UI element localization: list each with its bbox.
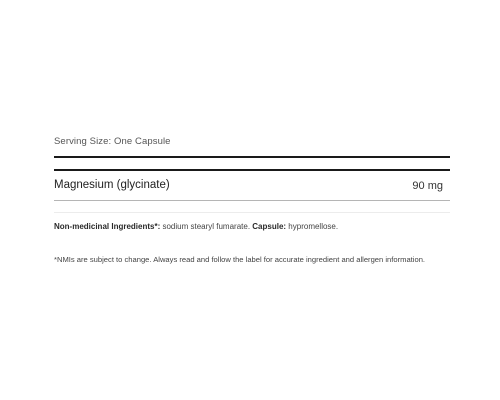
capsule-label: Capsule:	[252, 222, 287, 231]
divider-thick-top	[54, 156, 450, 158]
capsule-text: hypromellose.	[286, 222, 339, 231]
serving-size: Serving Size: One Capsule	[54, 136, 171, 147]
ingredient-amount: 90 mg	[412, 180, 443, 192]
non-medicinal-ingredients	[54, 222, 338, 231]
non-medicinal-label: Non-medicinal Ingredients*:	[54, 222, 161, 231]
divider-thick-bottom	[54, 169, 450, 171]
ingredient-row	[54, 172, 450, 200]
divider-thin	[54, 200, 450, 201]
non-medicinal-text: sodium stearyl fumarate.	[160, 222, 253, 231]
disclaimer-note: *NMIs are subject to change. Always read and follow the label for accurate ingredient and allergen information.	[54, 255, 426, 264]
divider-faint	[54, 212, 450, 213]
ingredient-name: Magnesium (glycinate)	[54, 179, 170, 191]
